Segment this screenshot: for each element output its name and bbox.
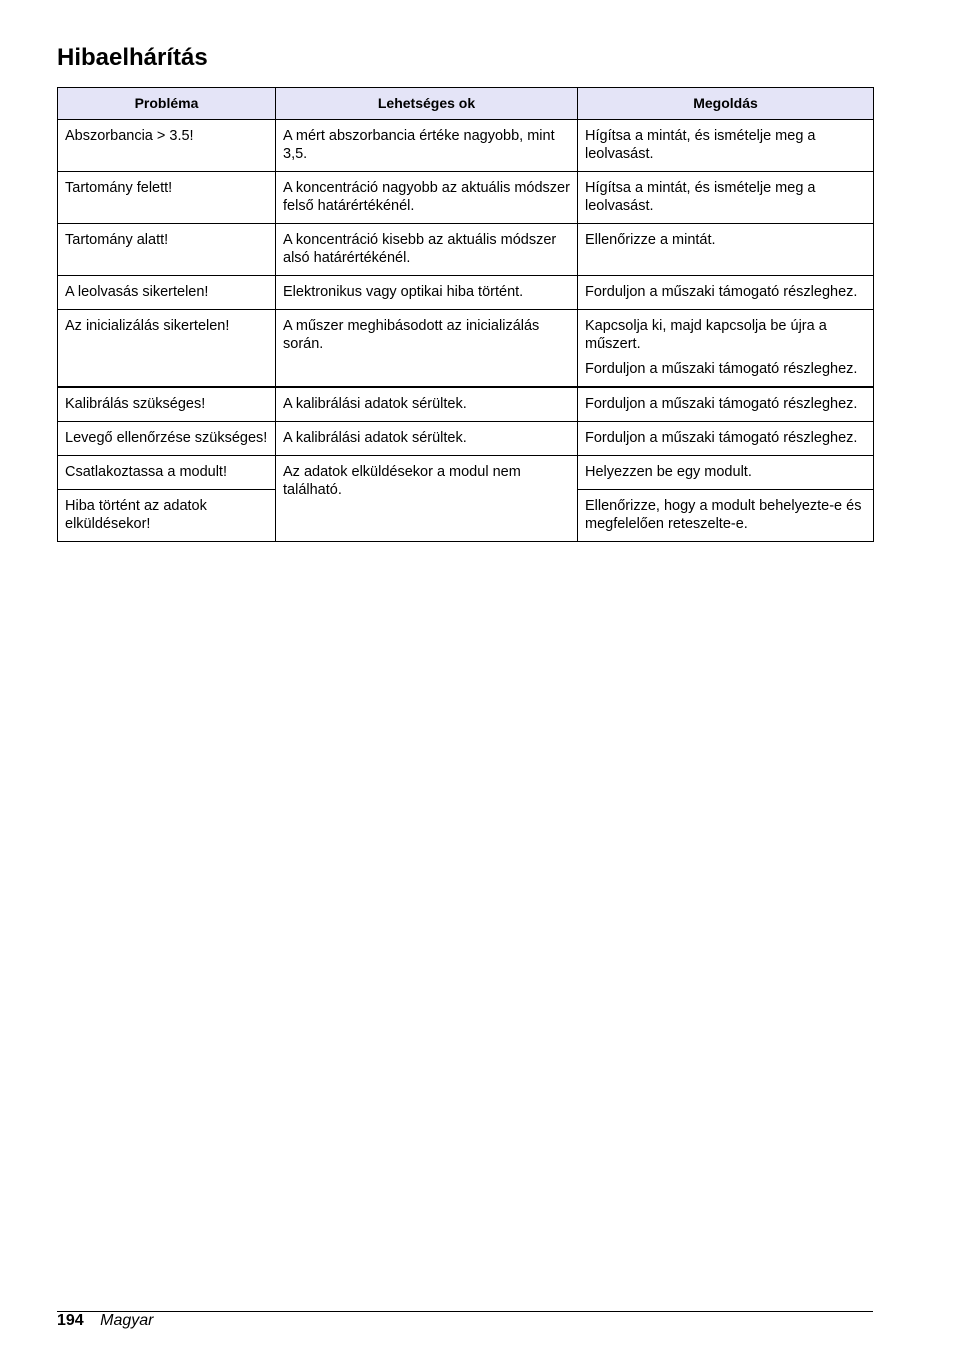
table-row <box>58 456 874 490</box>
problem-cell: A leolvasás sikertelen! <box>58 276 276 310</box>
solution-cell <box>578 422 874 456</box>
solution-text: Forduljon a műszaki támogató részleghez. <box>585 396 858 412</box>
solution-text: Forduljon a műszaki támogató részleghez. <box>585 361 858 377</box>
problem-cell: Csatlakoztassa a modult! <box>58 456 276 490</box>
solution-cell <box>578 490 874 542</box>
solution-text: Ellenőrizze, hogy a modult behelyezte-e és megfelelően reteszelte-e. <box>585 498 862 532</box>
solution-cell <box>578 456 874 490</box>
solution-cell <box>578 120 874 172</box>
column-header-cause: Lehetséges ok <box>276 88 578 120</box>
footer-language: Magyar <box>100 1312 154 1329</box>
page-footer <box>57 1312 154 1330</box>
cause-cell: A kalibrálási adatok sérültek. <box>276 422 578 456</box>
table-header-row <box>58 88 874 120</box>
solution-cell <box>578 276 874 310</box>
cause-cell: A mért abszorbancia értéke nagyobb, mint 3,5. <box>276 120 578 172</box>
troubleshooting-table <box>57 87 874 542</box>
cause-cell: A koncentráció nagyobb az aktuális módszer felső határértékénél. <box>276 172 578 224</box>
table-row <box>58 172 874 224</box>
solution-text: Hígítsa a mintát, és ismételje meg a leolvasást. <box>585 128 816 162</box>
table-row <box>58 224 874 276</box>
cause-cell: A koncentráció kisebb az aktuális módszer alsó határértékénél. <box>276 224 578 276</box>
problem-cell: Tartomány alatt! <box>58 224 276 276</box>
solution-text: Forduljon a műszaki támogató részleghez. <box>585 284 858 300</box>
solution-text: Ellenőrizze a mintát. <box>585 232 716 248</box>
solution-text: Forduljon a műszaki támogató részleghez. <box>585 430 858 446</box>
table-row <box>58 422 874 456</box>
footer-divider <box>57 1311 873 1312</box>
page-title: Hibaelhárítás <box>57 44 208 71</box>
solution-cell <box>578 387 874 422</box>
solution-cell <box>578 224 874 276</box>
solution-text: Helyezzen be egy modult. <box>585 464 752 480</box>
solution-cell <box>578 310 874 388</box>
cause-cell: Az adatok elküldésekor a modul nem található. <box>276 456 578 542</box>
problem-cell: Hiba történt az adatok elküldésekor! <box>58 490 276 542</box>
solution-text: Kapcsolja ki, majd kapcsolja be újra a műszert. <box>585 318 827 352</box>
problem-cell: Tartomány felett! <box>58 172 276 224</box>
table-row <box>58 387 874 422</box>
column-header-solution: Megoldás <box>578 88 874 120</box>
problem-cell: Abszorbancia > 3.5! <box>58 120 276 172</box>
table-row <box>58 276 874 310</box>
table-row <box>58 120 874 172</box>
cause-cell: Elektronikus vagy optikai hiba történt. <box>276 276 578 310</box>
cause-cell: A műszer meghibásodott az inicializálás során. <box>276 310 578 388</box>
problem-cell: Kalibrálás szükséges! <box>58 387 276 422</box>
cause-cell: A kalibrálási adatok sérültek. <box>276 387 578 422</box>
problem-cell: Levegő ellenőrzése szükséges! <box>58 422 276 456</box>
page-number: 194 <box>57 1312 84 1329</box>
problem-cell: Az inicializálás sikertelen! <box>58 310 276 388</box>
solution-cell <box>578 172 874 224</box>
solution-text: Hígítsa a mintát, és ismételje meg a leolvasást. <box>585 180 816 214</box>
table-row <box>58 310 874 388</box>
column-header-problem: Probléma <box>58 88 276 120</box>
